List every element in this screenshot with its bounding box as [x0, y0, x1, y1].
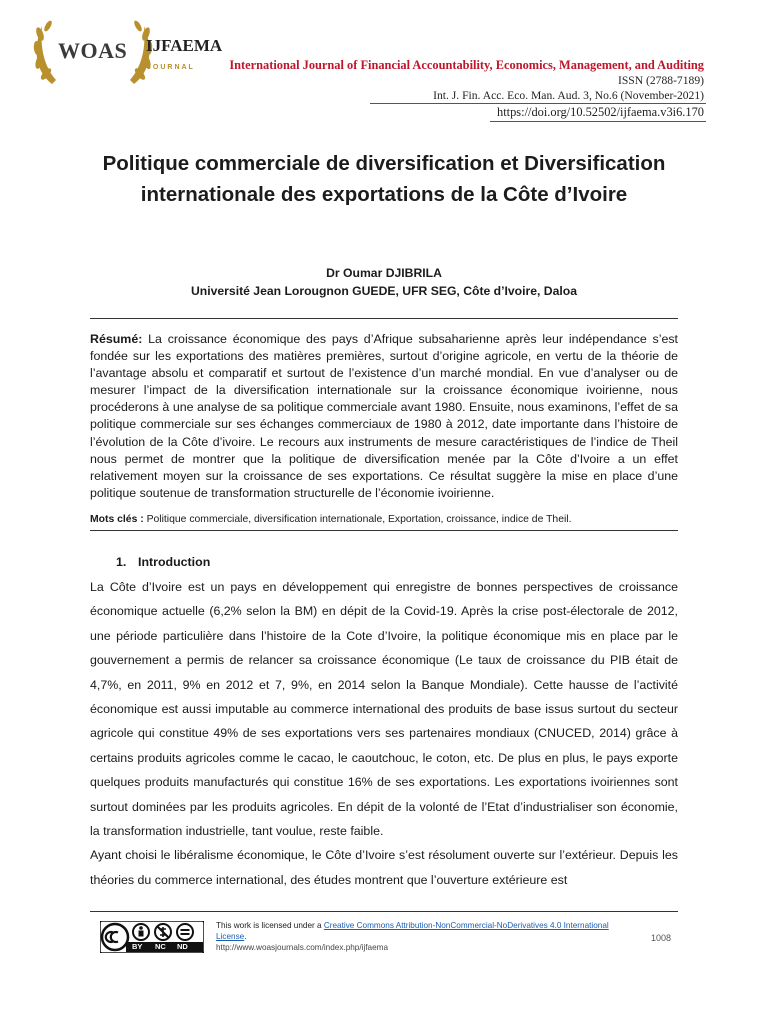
paragraph: Ayant choisi le libéralisme économique, le Côte d’Ivoire s’est résolument ouverte sur l’extérieur. Depuis les théories du commerce international, des études montrent que l’ouverture extérieure est: [90, 848, 678, 887]
journal-url[interactable]: http://www.woasjournals.com/index.php/ijfaema: [216, 943, 389, 952]
logo-wordmark: WOAS: [58, 38, 128, 63]
abstract-label: Résumé:: [90, 332, 143, 346]
journal-abbreviation: IJFAEMA: [146, 36, 223, 55]
abstract-bottom-rule: [90, 530, 678, 531]
creative-commons-by-nc-nd-icon[interactable]: [100, 921, 204, 958]
abstract: [90, 331, 678, 502]
body-text: [90, 575, 678, 892]
issn: ISSN (2788-7189): [618, 74, 704, 87]
keywords: [90, 514, 678, 525]
header-divider: [370, 103, 706, 104]
section-number: 1.: [116, 555, 127, 569]
author-name: Dr Oumar DJIBRILA: [326, 266, 442, 280]
cc-label-by: BY: [132, 942, 143, 951]
keywords-label: Mots clés :: [90, 514, 144, 525]
paragraph: La Côte d’Ivoire est un pays en développement qui enregistre de bonnes perspectives de croissance économique actuelle (6,2% selon la BM) en dépit de la Covid-19. Après la crise post-électorale de 2012, une période particulière dans l’histoire de la Cote d’Ivoire, la politique économique mis en place par le gouvernement a permis de relancer sa croissance économique (Le taux de croissance du PIB était de 4,7%, en 2011, 9% en 2012 et 7, 9%, en 2014 selon la Banque Mondiale). Cette hausse de l’activité économique est aussi imputable au commerce international des produits de base issus surtout du secteur agricole qui constitue 49% de ses exportations vers ses partenaires mondiaux (CNUCED, 2014) grâce à certains produits agricoles comme le cacao, le caoutchouc, le coton, etc. De plus en plus, le pays exporte quelques produits manufacturés qui constitue 16% de ses exportations. Les exportations ivoiriennes sont surtout dominées par les produits agricoles. En dépit de la volonté de l’Etat d’industrialiser son économie, la transformation industrielle, tant voulue, reste faible.: [90, 580, 678, 839]
article-title: Politique commerciale de diversification et Diversification internationale des exportations de la Côte d’Ivoire: [102, 152, 666, 206]
section-heading: [116, 555, 210, 569]
license-link[interactable]: Creative Commons Attribution-NonCommercial-NoDerivatives 4.0 International License: [216, 921, 609, 941]
doi-link[interactable]: https://doi.org/10.52502/ijfaema.v3i6.170: [497, 105, 704, 119]
page-number: 1008: [651, 933, 672, 943]
journal-citation: Int. J. Fin. Acc. Eco. Man. Aud. 3, No.6 (November-2021): [433, 89, 704, 102]
abstract-text: La croissance économique des pays d’Afrique subsaharienne après leur indépendance s’est fondée sur les exportations des matières premières, surtout d’origine agricole, en vertu de la théorie de l’avantage absolu et comparatif et surtout de l’existence d’un marché mondial. En vue d’analyser ou de mesurer l’impact de la diversification internationale sur la croissance économique ivoirienne, nous procéderons à une analyse de sa politique commerciale avant 1980. Ensuite, nous examinons, l’effet de sa politique commerciale sur ses échanges commerciaux de 1980 à 2012, date importante dans l’histoire de l’évolution de la Côte d’ivoire. Le recours aux instruments de mesure caractéristiques de l’indice de Theil nous permet de montrer que la politique de diversification menée par la Côte d’Ivoire a un effet relativement moyen sur la croissance de ses exportations. Ce résultat suggère la mise en place d’une politique soutenue de transformation structurelle de l’économie ivoirienne.: [90, 332, 678, 500]
logo-subtitle: JOURNAL: [147, 64, 195, 71]
section-title: Introduction: [138, 555, 211, 569]
footer-divider: [90, 911, 678, 912]
cc-label-nc: NC: [155, 942, 166, 951]
journal-full-name: International Journal of Financial Accountability, Economics, Management, and Auditing: [229, 58, 704, 72]
license-suffix: .: [244, 932, 247, 941]
license-notice: [216, 920, 626, 942]
keywords-text: Politique commerciale, diversification internationale, Exportation, croissance, indice de Theil.: [143, 514, 572, 525]
header-divider: [490, 121, 706, 122]
license-prefix: This work is licensed under a: [216, 921, 324, 930]
abstract-top-rule: [90, 318, 678, 319]
author-affiliation: Université Jean Lorougnon GUEDE, UFR SEG, Côte d’Ivoire, Daloa: [190, 284, 577, 298]
cc-label-nd: ND: [177, 942, 188, 951]
